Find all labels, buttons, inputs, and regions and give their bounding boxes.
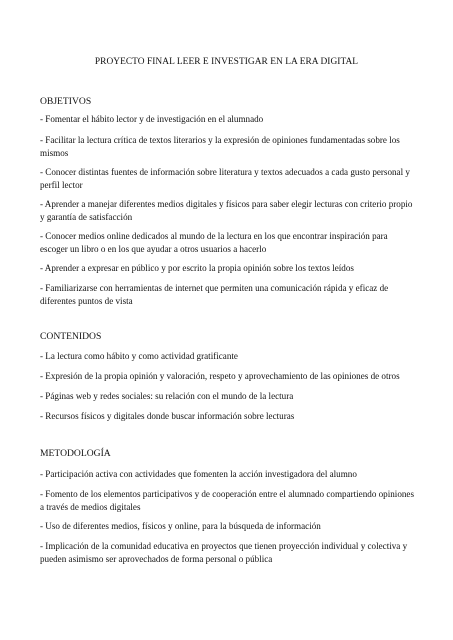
document-title: PROYECTO FINAL LEER E INVESTIGAR EN LA ERA DIGITAL bbox=[94, 57, 359, 67]
section-heading-objetivos: OBJETIVOS bbox=[40, 96, 92, 107]
list-item: - Páginas web y redes sociales: su relación con el mundo de la lectura bbox=[40, 391, 294, 401]
section-heading-contenidos: CONTENIDOS bbox=[40, 331, 102, 342]
section-heading-metodologia: METODOLOGÍA bbox=[40, 448, 111, 459]
list-item: - Uso de diferentes medios, físicos y online, para la búsqueda de información bbox=[40, 521, 321, 531]
list-item: - Implicación de la comunidad educativa en proyectos que tienen proyección individual y colectiva y pueden asimismo ser aprovechados de forma personal o pública bbox=[40, 541, 408, 564]
list-item: - La lectura como hábito y como actividad gratificante bbox=[40, 351, 238, 361]
list-item: - Aprender a manejar diferentes medios digitales y físicos para saber elegir lecturas con criterio propio y garantía de satisfacción bbox=[40, 199, 413, 222]
list-item: - Conocer medios online dedicados al mundo de la lectura en los que encontrar inspiración para escoger un libro o en los que ayudar a otros usuarios a hacerlo bbox=[40, 231, 388, 254]
list-item: - Fomentar el hábito lector y de investigación en el alumnado bbox=[40, 114, 264, 124]
list-item: - Fomento de los elementos participativos y de cooperación entre el alumnado compartiendo opiniones a través de medios digitales bbox=[40, 489, 414, 512]
list-item: - Expresión de la propia opinión y valoración, respeto y aprovechamiento de las opiniones de otros bbox=[40, 371, 400, 381]
list-item: - Facilitar la lectura crítica de textos literarios y la expresión de opiniones fundamentadas sobre los mismos bbox=[40, 135, 400, 158]
list-item: - Conocer distintas fuentes de información sobre literatura y textos adecuados a cada gusto personal y perfil lector bbox=[40, 167, 410, 190]
list-item: - Recursos físicos y digitales donde buscar información sobre lecturas bbox=[40, 411, 295, 421]
list-item: - Participación activa con actividades que fomenten la acción investigadora del alumno bbox=[40, 469, 357, 479]
list-item: - Familiarizarse con herramientas de internet que permiten una comunicación rápida y eficaz de diferentes puntos de vista bbox=[40, 283, 389, 306]
list-item: - Aprender a expresar en público y por escrito la propia opinión sobre los textos leídos bbox=[40, 263, 354, 273]
